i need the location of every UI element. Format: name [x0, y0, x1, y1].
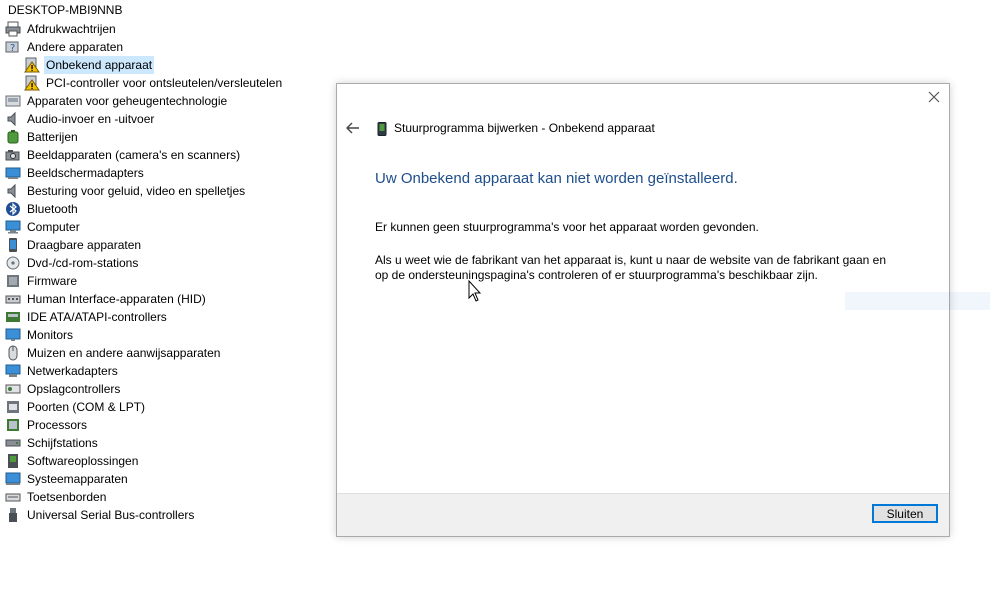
tree-item[interactable]	[5, 452, 140, 470]
tree-item-label: Beeldapparaten (camera's en scanners)	[27, 148, 241, 162]
tree-item[interactable]	[5, 110, 156, 128]
mouse-icon	[5, 345, 21, 361]
ghost-shadow	[845, 292, 990, 310]
tree-item-label: Processors	[27, 418, 88, 432]
disc-drive-icon	[5, 255, 21, 271]
close-icon[interactable]	[927, 90, 941, 104]
warning-device-icon	[24, 75, 40, 91]
tree-item[interactable]	[5, 362, 120, 380]
tree-item-label: Bluetooth	[27, 202, 78, 216]
tree-item-label: Beeldschermadapters	[27, 166, 144, 180]
tree-item[interactable]	[5, 380, 122, 398]
update-driver-dialog	[336, 83, 950, 537]
tree-item[interactable]	[5, 326, 75, 344]
tree-item-label: Softwareoplossingen	[27, 454, 139, 468]
disk-drive-icon	[5, 435, 21, 451]
tree-item-label: Batterijen	[27, 130, 78, 144]
dialog-footer	[337, 493, 949, 536]
tree-item-label: PCI-controller voor ontsleutelen/versleutelen	[46, 76, 283, 90]
tree-item-label: Opslagcontrollers	[27, 382, 121, 396]
monitor-icon	[5, 327, 21, 343]
tree-item[interactable]	[5, 92, 229, 110]
processor-icon	[5, 417, 21, 433]
battery-icon	[5, 129, 21, 145]
warning-device-icon	[24, 57, 40, 73]
tree-item-label: Universal Serial Bus-controllers	[27, 508, 195, 522]
dialog-heading: Uw Onbekend apparaat kan niet worden geïnstalleerd.	[375, 170, 738, 187]
tree-item[interactable]	[5, 218, 82, 236]
mouse-cursor-icon	[468, 280, 484, 304]
memory-device-icon	[5, 93, 21, 109]
tree-root-computer-name[interactable]: DESKTOP-MBI9NNB	[8, 3, 123, 17]
usb-icon	[5, 507, 21, 523]
tree-item-label: Muizen en andere aanwijsapparaten	[27, 346, 221, 360]
tree-item-label: Onbekend apparaat	[46, 58, 153, 72]
tree-item[interactable]	[24, 56, 154, 74]
tree-item-label: Draagbare apparaten	[27, 238, 142, 252]
tree-item-label: Besturing voor geluid, video en spelletjes	[27, 184, 246, 198]
message-manufacturer-hint: Als u weet wie de fabrikant van het apparaat is, kunt u naar de website van de fabrikant gaan en op de ondersteuningspagina's controleren of er stuurprogramma's beschikbaar zijn.	[375, 253, 886, 282]
tree-item[interactable]	[5, 38, 125, 56]
tree-item-label: Apparaten voor geheugentechnologie	[27, 94, 228, 108]
tree-item[interactable]	[5, 200, 80, 218]
tree-item-label: Schijfstations	[27, 436, 98, 450]
message-no-drivers: Er kunnen geen stuurprogramma's voor het apparaat worden gevonden.	[375, 220, 759, 234]
tree-item-label: Dvd-/cd-rom-stations	[27, 256, 139, 270]
tree-item-label: IDE ATA/ATAPI-controllers	[27, 310, 167, 324]
network-adapter-icon	[5, 363, 21, 379]
tree-item[interactable]	[5, 146, 242, 164]
ide-controller-icon	[5, 309, 21, 325]
tree-item-label: Toetsenborden	[27, 490, 107, 504]
tree-item-label: Human Interface-apparaten (HID)	[27, 292, 206, 306]
tree-item[interactable]	[5, 254, 140, 272]
tree-item-label: Andere apparaten	[27, 40, 124, 54]
keyboard-icon	[5, 489, 21, 505]
tree-item-label: Computer	[27, 220, 80, 234]
tree-item[interactable]	[5, 236, 143, 254]
tree-item[interactable]	[5, 434, 100, 452]
speaker-icon	[5, 183, 21, 199]
tree-item[interactable]	[5, 398, 147, 416]
storage-controller-icon	[5, 381, 21, 397]
tree-item[interactable]	[5, 20, 118, 38]
dialog-title: Stuurprogramma bijwerken - Onbekend apparaat	[394, 121, 655, 135]
camera-icon	[5, 147, 21, 163]
tree-item[interactable]	[5, 272, 79, 290]
tree-item-label: Firmware	[27, 274, 77, 288]
device-icon	[377, 122, 387, 136]
back-arrow-icon[interactable]	[345, 121, 361, 135]
tree-item-label: Afdrukwachtrijen	[27, 22, 116, 36]
software-component-icon	[5, 453, 21, 469]
tree-item[interactable]	[5, 488, 108, 506]
tree-item[interactable]	[5, 290, 208, 308]
printer-icon	[5, 21, 21, 37]
tree-item-label: Audio-invoer en -uitvoer	[27, 112, 155, 126]
port-icon	[5, 399, 21, 415]
svg-text:?: ?	[10, 43, 16, 54]
close-button[interactable]: Sluiten	[872, 504, 938, 523]
tree-item[interactable]	[5, 344, 222, 362]
tree-item[interactable]	[24, 74, 284, 92]
tree-item[interactable]	[5, 164, 146, 182]
hid-icon	[5, 291, 21, 307]
system-device-icon	[5, 471, 21, 487]
tree-item-label: Poorten (COM & LPT)	[27, 400, 146, 414]
display-adapter-icon	[5, 165, 21, 181]
tree-item[interactable]	[5, 308, 169, 326]
unknown-device-icon	[5, 39, 21, 55]
tree-item-label: Systeemapparaten	[27, 472, 128, 486]
tree-item-label: Netwerkadapters	[27, 364, 118, 378]
portable-device-icon	[5, 237, 21, 253]
speaker-icon	[5, 111, 21, 127]
tree-item-label: Monitors	[27, 328, 74, 342]
tree-item[interactable]	[5, 416, 89, 434]
tree-item[interactable]	[5, 128, 80, 146]
tree-item[interactable]	[5, 506, 196, 524]
tree-item[interactable]	[5, 470, 130, 488]
firmware-icon	[5, 273, 21, 289]
tree-item[interactable]	[5, 182, 247, 200]
computer-icon	[5, 219, 21, 235]
bluetooth-icon	[5, 201, 21, 217]
